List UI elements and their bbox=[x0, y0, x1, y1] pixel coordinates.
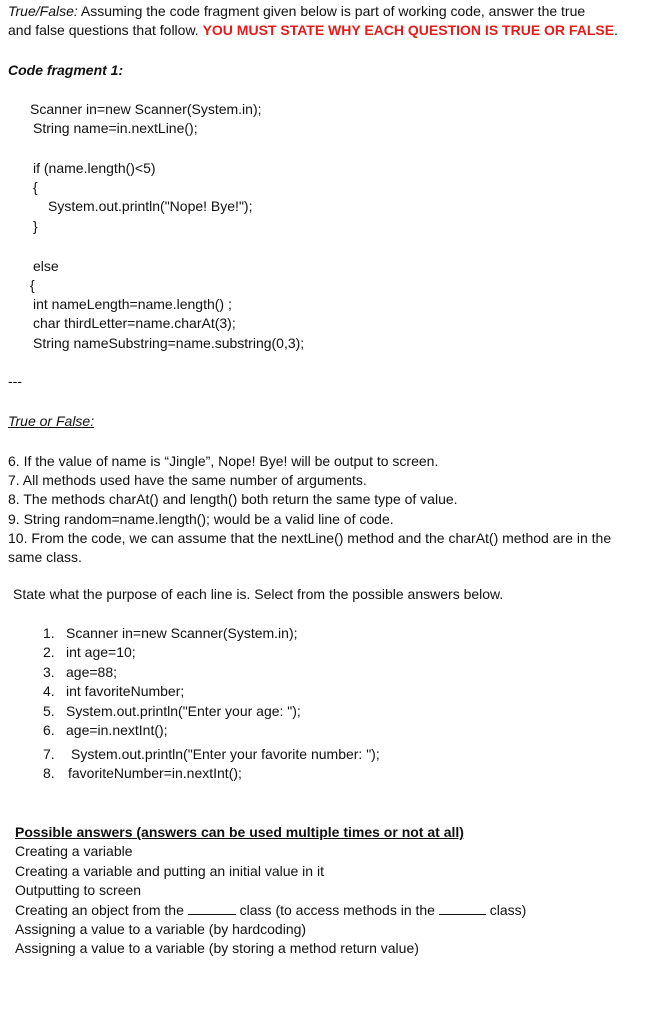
item-code: Scanner in=new Scanner(System.in); bbox=[66, 625, 298, 641]
item-number: 5. bbox=[43, 703, 55, 719]
item-code: System.out.println("Enter your age: "); bbox=[66, 703, 301, 719]
tf-question-continued: same class. bbox=[8, 549, 82, 565]
possible-answers-heading: Possible answers (answers can be used multiple times or not at all) bbox=[15, 824, 464, 840]
list-item bbox=[43, 764, 242, 783]
answer-option: Assigning a value to a variable (by hardcoding) bbox=[15, 921, 307, 937]
item-code: int favoriteNumber; bbox=[66, 683, 185, 699]
item-number: 3. bbox=[43, 664, 55, 680]
answer-option: Creating a variable bbox=[15, 843, 133, 859]
blank-line bbox=[188, 901, 236, 915]
item-number: 4. bbox=[43, 683, 55, 699]
intro-text-2: and false questions that follow. bbox=[8, 22, 203, 38]
object-text-1: Creating an object from the bbox=[15, 902, 188, 918]
item-code: System.out.println("Enter your favorite number: "); bbox=[71, 746, 380, 762]
item-code: int age=10; bbox=[66, 644, 136, 660]
purpose-prompt: State what the purpose of each line is. Select from the possible answers below. bbox=[13, 586, 504, 602]
item-number: 7. bbox=[43, 746, 55, 762]
intro-line-2 bbox=[8, 21, 618, 40]
tf-question: 9. String random=name.length(); would be a valid line of code. bbox=[8, 511, 394, 527]
code-line: else bbox=[33, 258, 59, 274]
list-item bbox=[43, 682, 185, 701]
item-number: 8. bbox=[43, 765, 55, 781]
list-item bbox=[43, 663, 117, 682]
list-item bbox=[43, 624, 298, 643]
list-item bbox=[43, 745, 380, 764]
answer-option: Assigning a value to a variable (by storing a method return value) bbox=[15, 940, 419, 956]
code-line: int nameLength=name.length() ; bbox=[33, 296, 232, 312]
answer-option: Outputting to screen bbox=[15, 882, 142, 898]
code-line: String nameSubstring=name.substring(0,3); bbox=[33, 335, 305, 351]
code-line: { bbox=[30, 277, 35, 293]
separator: --- bbox=[8, 373, 22, 389]
answer-option: Creating a variable and putting an initial value in it bbox=[15, 863, 324, 879]
code-line: { bbox=[33, 179, 38, 195]
blank-line bbox=[439, 901, 486, 915]
list-item bbox=[43, 643, 136, 662]
item-code: favoriteNumber=in.nextInt(); bbox=[68, 765, 242, 781]
tf-question: 6. If the value of name is “Jingle”, Nope! Bye! will be output to screen. bbox=[8, 453, 439, 469]
item-code: age=in.nextInt(); bbox=[66, 722, 168, 738]
code-line: Scanner in=new Scanner(System.in); bbox=[30, 101, 262, 117]
list-item bbox=[43, 702, 301, 721]
tf-question: 10. From the code, we can assume that the nextLine() method and the charAt() method are in the bbox=[8, 530, 612, 546]
code-line: if (name.length()<5) bbox=[33, 160, 156, 176]
item-number: 1. bbox=[43, 625, 55, 641]
answer-option-object bbox=[15, 901, 526, 920]
intro-emphasis: YOU MUST STATE WHY EACH QUESTION IS TRUE OR FALSE bbox=[202, 22, 615, 38]
code-line: String name=in.nextLine(); bbox=[33, 120, 198, 136]
list-item bbox=[43, 721, 168, 740]
intro-text-1: Assuming the code fragment given below is part of working code, answer the true bbox=[77, 3, 586, 19]
true-false-heading: True or False: bbox=[8, 413, 95, 429]
object-text-3: class) bbox=[485, 902, 527, 918]
code-fragment-heading: Code fragment 1: bbox=[8, 62, 124, 78]
code-line: System.out.println("Nope! Bye!"); bbox=[48, 198, 253, 214]
item-number: 6. bbox=[43, 722, 55, 738]
code-line: char thirdLetter=name.charAt(3); bbox=[33, 315, 236, 331]
tf-question: 8. The methods charAt() and length() both return the same type of value. bbox=[8, 491, 458, 507]
object-text-2: class (to access methods in the bbox=[235, 902, 439, 918]
intro-period: . bbox=[614, 22, 618, 38]
item-number: 2. bbox=[43, 644, 55, 660]
tf-question: 7. All methods used have the same number of arguments. bbox=[8, 472, 367, 488]
intro-line-1 bbox=[8, 2, 585, 21]
code-line: } bbox=[33, 218, 38, 234]
intro-label: True/False: bbox=[8, 3, 78, 19]
item-code: age=88; bbox=[66, 664, 117, 680]
